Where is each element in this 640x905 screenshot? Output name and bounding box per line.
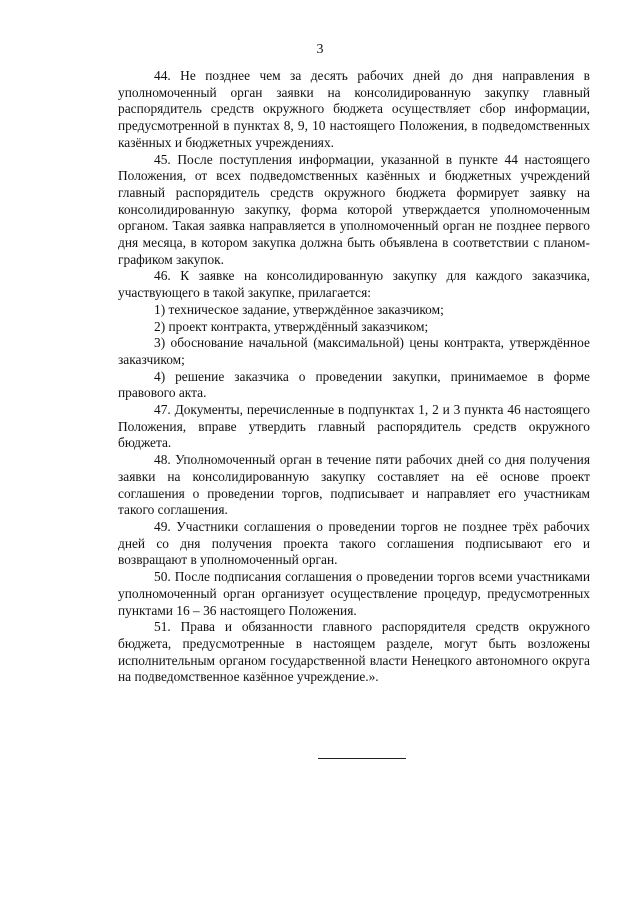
list-item-46-2: 2) проект контракта, утверждённый заказчиком; [154, 318, 429, 334]
paragraph-44: 44. Не позднее чем за десять рабочих дней до дня направления в уполномоченный орган заявки на консолидированную закупку главный распорядитель средств окружного бюджета осуществляет сбор информации, предусмотренной в пунктах 8, 9, 10 настоящего Положения, в подведомственных казённых и бюджетных учреждениях. [118, 68, 590, 150]
paragraph-46: 46. К заявке на консолидированную закупку для каждого заказчика, участвующего в такой закупке, прилагается: [118, 268, 590, 301]
document-body [118, 68, 590, 686]
paragraph-50: 50. После подписания соглашения о проведении торгов всеми участниками уполномоченный орган организует осуществление процедур, предусмотренных пунктами 16 – 36 настоящего Положения. [118, 569, 590, 618]
paragraph-49: 49. Участники соглашения о проведении торгов не позднее трёх рабочих дней со дня получения проекта такого соглашения подписывают его и возвращают в уполномоченный орган. [118, 518, 590, 568]
list-item-46-3: 3) обоснование начальной (максимальной) цены контракта, утверждённое заказчиком; [118, 335, 590, 367]
list-item-46-1: 1) техническое задание, утверждённое заказчиком; [154, 301, 444, 317]
page-number: 3 [316, 42, 324, 57]
closing-rule [318, 758, 406, 759]
paragraph-51: 51. Права и обязанности главного распорядителя средств окружного бюджета, предусмотренные в настоящем разделе, могут быть возложены исполнительным органом государственной власти Ненецкого автономного округа на подведомственное казённое учреждение.». [118, 619, 590, 685]
paragraph-45: 45. После поступления информации, указанной в пункте 44 настоящего Положения, от всех подведомственных казённых и бюджетных учреждений главный распорядитель средств окружного бюджета формирует заявку на консолидированную закупку, форма которой утверждается уполномоченным органом. Такая заявка направляется в уполномоченный орган не позднее первого дня месяца, в котором закупка должна быть объявлена в соответствии с планом-графиком закупок. [118, 151, 590, 267]
paragraph-47: 47. Документы, перечисленные в подпунктах 1, 2 и 3 пункта 46 настоящего Положения, вправе утвердить главный распорядитель средств окружного бюджета. [118, 402, 590, 451]
list-item-46-4: 4) решение заказчика о проведении закупки, принимаемое в форме правового акта. [118, 368, 590, 401]
paragraph-48: 48. Уполномоченный орган в течение пяти рабочих дней со дня получения заявки на консолидированную закупку составляет на её основе проект соглашения о проведении торгов, подписывает и направляет его участникам такого соглашения. [118, 452, 590, 518]
